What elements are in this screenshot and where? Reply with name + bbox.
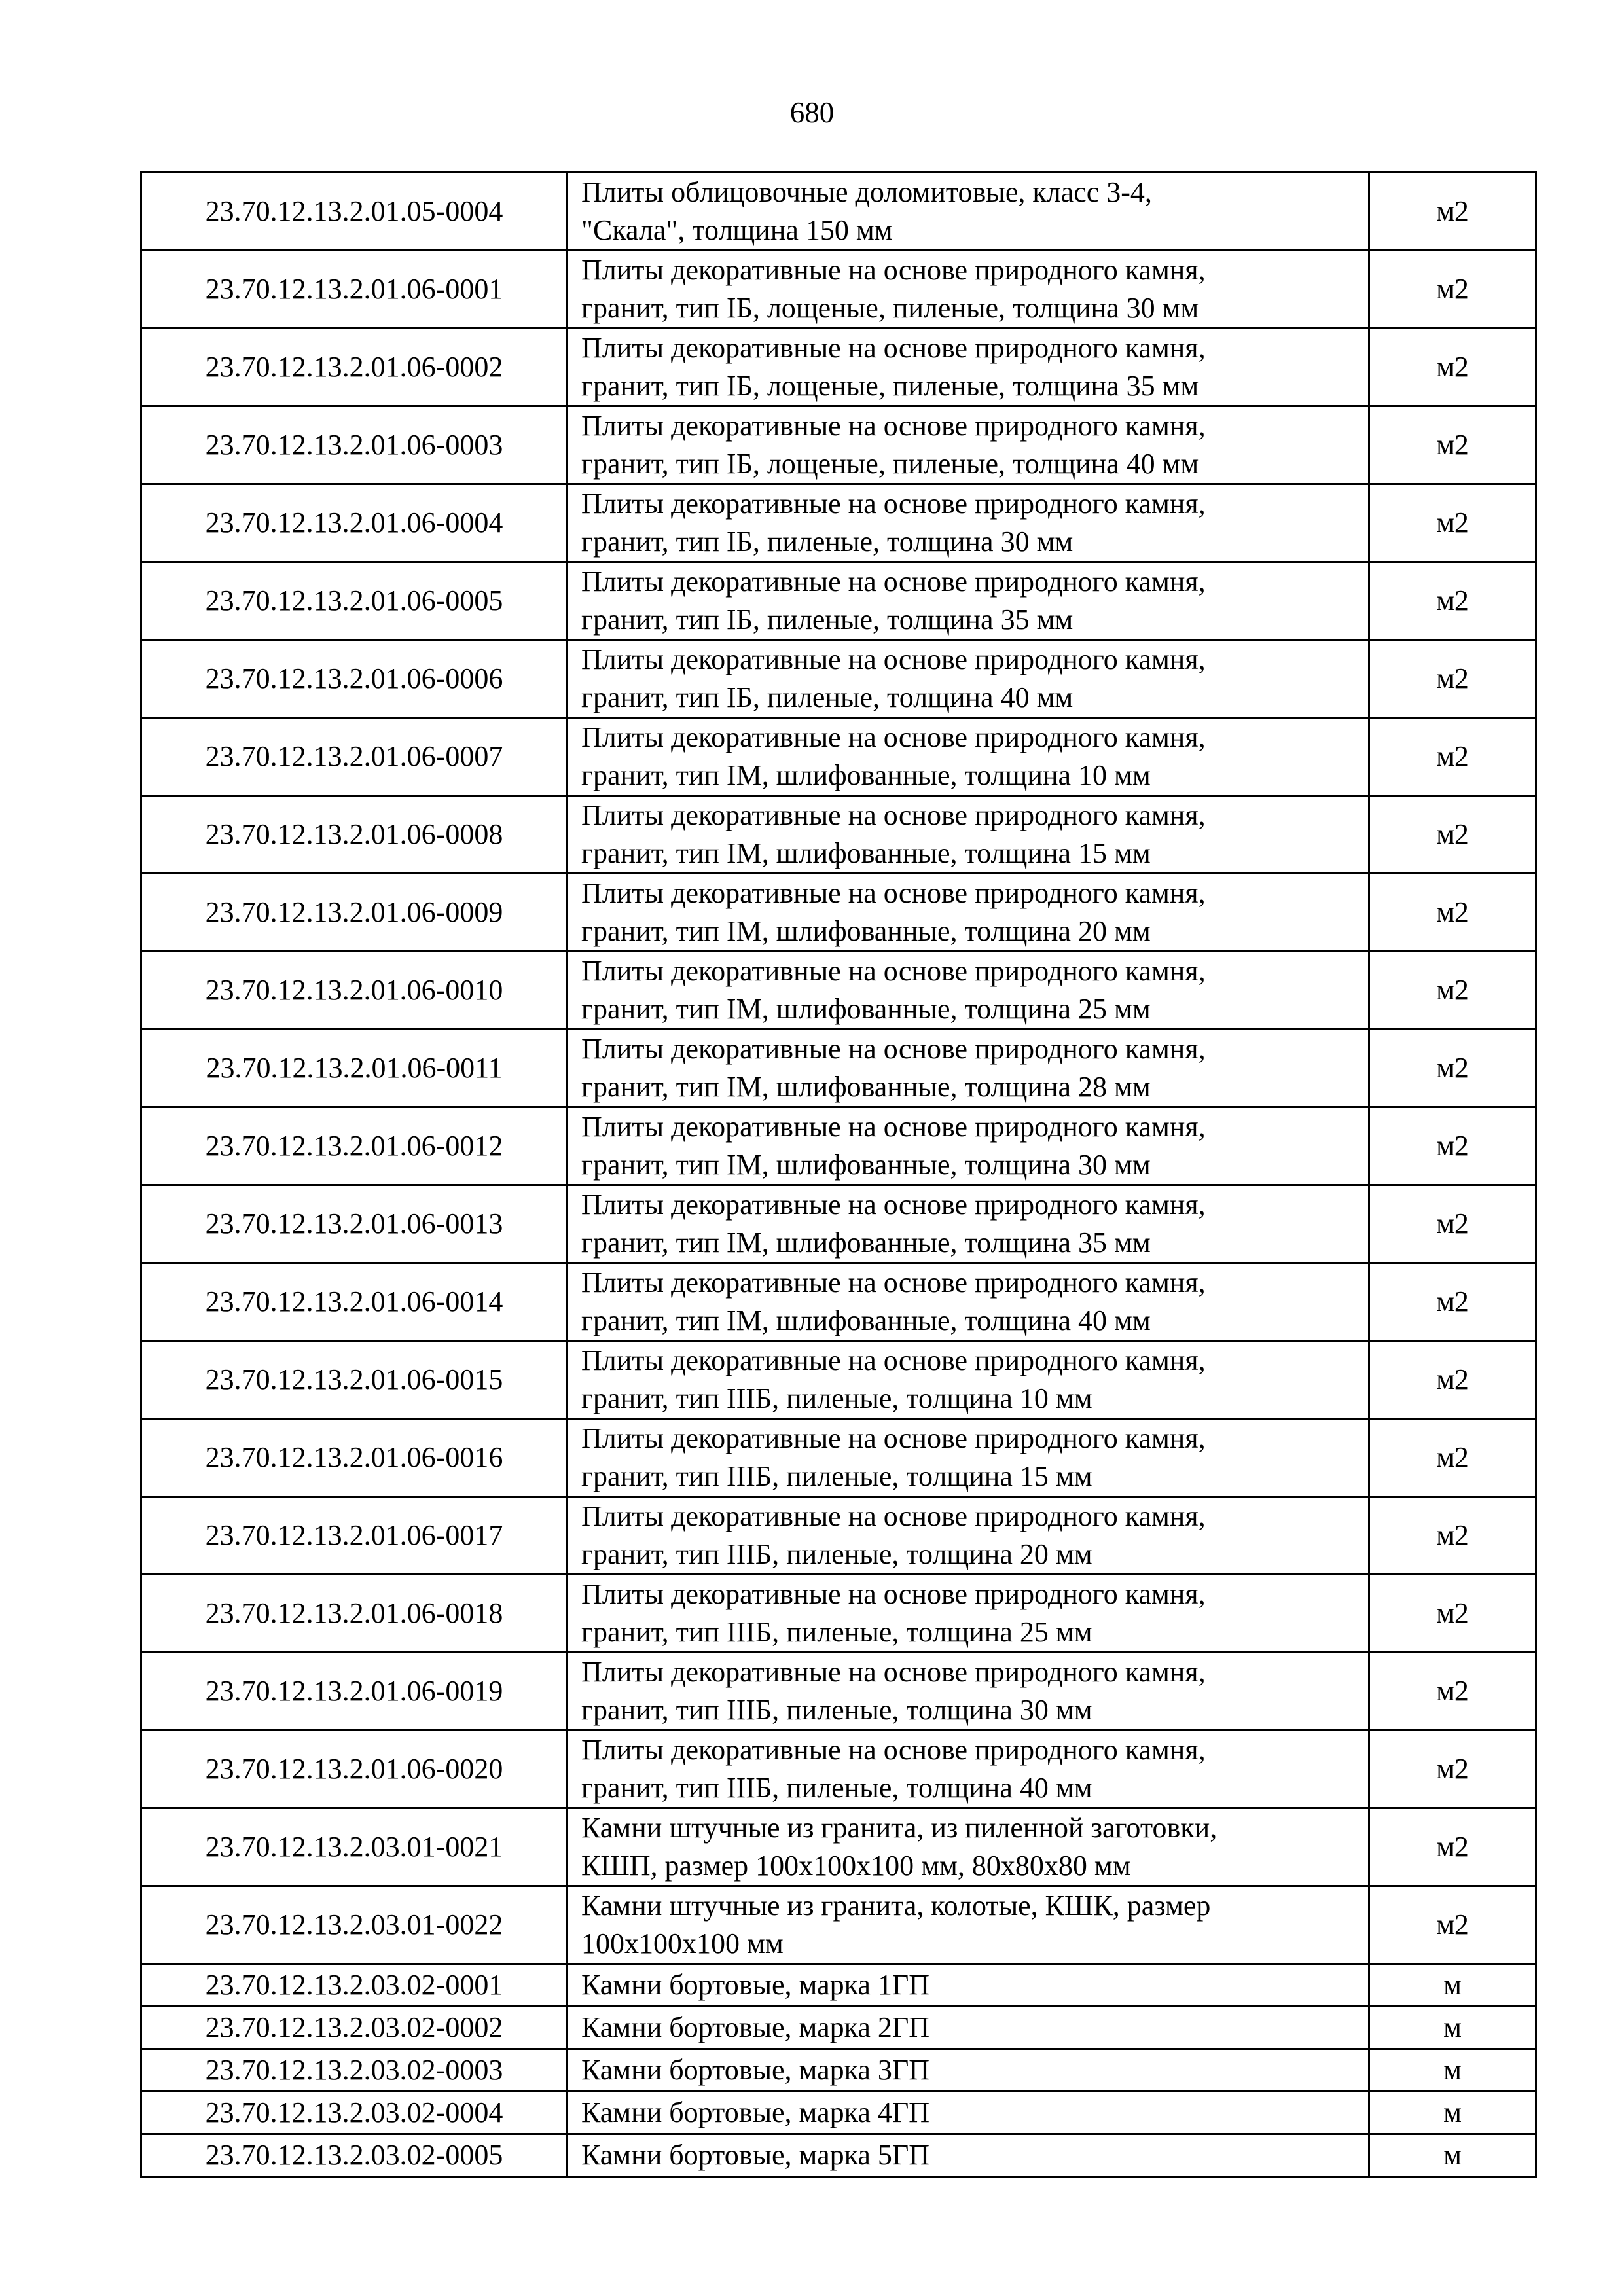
resource-name-line: гранит, тип IБ, лощеные, пиленые, толщина 40 мм [581, 448, 1199, 480]
resource-name-line: Плиты декоративные на основе природного камня, [581, 955, 1206, 987]
table-row [141, 484, 1536, 562]
resource-code-cell: 23.70.12.13.2.01.06-0012 [141, 1107, 568, 1185]
resource-name-cell [568, 640, 1369, 718]
table-row [141, 874, 1536, 952]
resource-code-cell: 23.70.12.13.2.01.06-0006 [141, 640, 568, 718]
resource-name-cell [568, 1653, 1369, 1731]
resource-name-line: гранит, тип IБ, пиленые, толщина 40 мм [581, 681, 1074, 713]
resource-name-line: гранит, тип IМ, шлифованные, толщина 40 мм [581, 1304, 1151, 1336]
unit-cell: м2 [1369, 562, 1536, 640]
resource-name-line: гранит, тип IМ, шлифованные, толщина 35 мм [581, 1227, 1151, 1259]
resource-name-cell [568, 1107, 1369, 1185]
resource-name-line: Плиты декоративные на основе природного камня, [581, 1500, 1206, 1532]
resource-code-cell: 23.70.12.13.2.01.06-0003 [141, 406, 568, 484]
resource-code-cell: 23.70.12.13.2.01.06-0002 [141, 329, 568, 406]
unit-cell: м2 [1369, 1263, 1536, 1341]
resource-name-line: Плиты декоративные на основе природного камня, [581, 1111, 1206, 1143]
unit-cell: м2 [1369, 874, 1536, 952]
table-row [141, 1808, 1536, 1886]
unit-cell: м2 [1369, 1341, 1536, 1419]
resource-name-cell [568, 1419, 1369, 1497]
resource-name-line: Плиты декоративные на основе природного камня, [581, 488, 1206, 520]
table-row [141, 1263, 1536, 1341]
resource-name-line: Плиты декоративные на основе природного камня, [581, 410, 1206, 442]
resource-name-line: гранит, тип IМ, шлифованные, толщина 30 мм [581, 1149, 1151, 1181]
table-row [141, 251, 1536, 329]
resource-name-line: Камни бортовые, марка 5ГП [581, 2139, 930, 2171]
resource-name-line: Камни бортовые, марка 2ГП [581, 2011, 930, 2043]
resource-code-cell: 23.70.12.13.2.03.02-0005 [141, 2134, 568, 2177]
resource-code-cell: 23.70.12.13.2.01.06-0020 [141, 1731, 568, 1808]
unit-cell: м [1369, 2007, 1536, 2049]
resource-name-line: гранит, тип IМ, шлифованные, толщина 25 мм [581, 993, 1151, 1025]
resource-code-cell: 23.70.12.13.2.01.05-0004 [141, 173, 568, 251]
resource-name-cell [568, 2134, 1369, 2177]
unit-cell: м [1369, 2134, 1536, 2177]
table-row [141, 406, 1536, 484]
table-row [141, 1030, 1536, 1107]
unit-cell: м2 [1369, 1886, 1536, 1964]
unit-cell: м2 [1369, 718, 1536, 796]
table-body [141, 173, 1536, 2177]
unit-cell: м2 [1369, 251, 1536, 329]
table-row [141, 1575, 1536, 1653]
resource-name-cell [568, 2092, 1369, 2134]
resource-table [140, 171, 1537, 2178]
resource-name-line: гранит, тип IМ, шлифованные, толщина 20 мм [581, 915, 1151, 947]
resource-name-line: гранит, тип IБ, лощеные, пиленые, толщина 35 мм [581, 370, 1199, 402]
resource-code-cell: 23.70.12.13.2.01.06-0013 [141, 1185, 568, 1263]
resource-name-cell [568, 251, 1369, 329]
table-row [141, 1497, 1536, 1575]
resource-code-cell: 23.70.12.13.2.03.02-0002 [141, 2007, 568, 2049]
resource-code-cell: 23.70.12.13.2.03.01-0022 [141, 1886, 568, 1964]
resource-name-line: "Скала", толщина 150 мм [581, 214, 893, 246]
table-row [141, 2092, 1536, 2134]
table-row [141, 1185, 1536, 1263]
resource-name-line: гранит, тип IIIБ, пиленые, толщина 10 мм [581, 1382, 1092, 1414]
unit-cell: м2 [1369, 796, 1536, 874]
resource-code-cell: 23.70.12.13.2.01.06-0009 [141, 874, 568, 952]
resource-name-line: Плиты декоративные на основе природного камня, [581, 1344, 1206, 1376]
resource-name-line: Камни штучные из гранита, колотые, КШК, размер [581, 1890, 1211, 1922]
resource-name-line: гранит, тип IIIБ, пиленые, толщина 25 мм [581, 1616, 1092, 1648]
resource-code-cell: 23.70.12.13.2.01.06-0016 [141, 1419, 568, 1497]
resource-name-line: гранит, тип IБ, пиленые, толщина 35 мм [581, 603, 1074, 636]
resource-name-line: Плиты декоративные на основе природного камня, [581, 1033, 1206, 1065]
unit-cell: м [1369, 1964, 1536, 2007]
resource-name-line: Плиты декоративные на основе природного камня, [581, 643, 1206, 675]
resource-name-line: Плиты декоративные на основе природного камня, [581, 1266, 1206, 1299]
table-row [141, 562, 1536, 640]
resource-name-cell [568, 1575, 1369, 1653]
resource-name-cell [568, 796, 1369, 874]
resource-name-cell [568, 406, 1369, 484]
table-row [141, 1653, 1536, 1731]
resource-code-cell: 23.70.12.13.2.03.02-0003 [141, 2049, 568, 2092]
resource-code-cell: 23.70.12.13.2.01.06-0004 [141, 484, 568, 562]
resource-name-cell [568, 952, 1369, 1030]
resource-name-cell [568, 1341, 1369, 1419]
table-row [141, 2007, 1536, 2049]
table-row [141, 2134, 1536, 2177]
table-row [141, 952, 1536, 1030]
resource-name-line: гранит, тип IМ, шлифованные, толщина 15 мм [581, 837, 1151, 869]
resource-name-cell [568, 1808, 1369, 1886]
page-number: 680 [789, 96, 835, 129]
resource-name-line: Камни штучные из гранита, из пиленной заготовки, [581, 1812, 1218, 1844]
unit-cell: м2 [1369, 1107, 1536, 1185]
resource-name-cell [568, 173, 1369, 251]
resource-name-line: гранит, тип IМ, шлифованные, толщина 28 мм [581, 1071, 1151, 1103]
resource-code-cell: 23.70.12.13.2.01.06-0005 [141, 562, 568, 640]
resource-name-line: гранит, тип IIIБ, пиленые, толщина 40 мм [581, 1772, 1092, 1804]
resource-name-cell [568, 329, 1369, 406]
resource-name-line: 100х100х100 мм [581, 1928, 784, 1960]
resource-name-cell [568, 718, 1369, 796]
resource-name-line: Плиты облицовочные доломитовые, класс 3-4, [581, 176, 1152, 208]
unit-cell: м2 [1369, 1030, 1536, 1107]
resource-name-cell [568, 1030, 1369, 1107]
unit-cell: м2 [1369, 1185, 1536, 1263]
resource-name-line: Плиты декоративные на основе природного камня, [581, 1189, 1206, 1221]
resource-name-line: Плиты декоративные на основе природного камня, [581, 1734, 1206, 1766]
resource-name-line: Камни бортовые, марка 4ГП [581, 2096, 930, 2128]
resource-name-line: Плиты декоративные на основе природного камня, [581, 1422, 1206, 1454]
resource-name-cell [568, 562, 1369, 640]
unit-cell: м2 [1369, 1419, 1536, 1497]
unit-cell: м2 [1369, 640, 1536, 718]
resource-name-cell [568, 1497, 1369, 1575]
table-row [141, 1964, 1536, 2007]
resource-name-line: гранит, тип IМ, шлифованные, толщина 10 мм [581, 759, 1151, 791]
unit-cell: м2 [1369, 1808, 1536, 1886]
resource-name-line: гранит, тип IIIБ, пиленые, толщина 30 мм [581, 1694, 1092, 1726]
resource-code-cell: 23.70.12.13.2.03.02-0001 [141, 1964, 568, 2007]
resource-name-line: Плиты декоративные на основе природного камня, [581, 565, 1206, 598]
resource-name-cell [568, 1964, 1369, 2007]
resource-code-cell: 23.70.12.13.2.03.01-0021 [141, 1808, 568, 1886]
resource-name-cell [568, 2049, 1369, 2092]
resource-name-cell [568, 2007, 1369, 2049]
unit-cell: м2 [1369, 1575, 1536, 1653]
resource-code-cell: 23.70.12.13.2.01.06-0011 [141, 1030, 568, 1107]
resource-code-cell: 23.70.12.13.2.01.06-0015 [141, 1341, 568, 1419]
table-row [141, 796, 1536, 874]
resource-name-line: Плиты декоративные на основе природного камня, [581, 1578, 1206, 1610]
table-row [141, 2049, 1536, 2092]
table-row [141, 1341, 1536, 1419]
resource-code-cell: 23.70.12.13.2.01.06-0018 [141, 1575, 568, 1653]
resource-name-cell [568, 1886, 1369, 1964]
unit-cell: м2 [1369, 484, 1536, 562]
unit-cell: м2 [1369, 1653, 1536, 1731]
resource-name-cell [568, 1185, 1369, 1263]
table-row [141, 1419, 1536, 1497]
unit-cell: м2 [1369, 1731, 1536, 1808]
resource-name-line: гранит, тип IIIБ, пиленые, толщина 15 мм [581, 1460, 1092, 1492]
table-row [141, 1886, 1536, 1964]
resource-name-cell [568, 1731, 1369, 1808]
resource-code-cell: 23.70.12.13.2.01.06-0010 [141, 952, 568, 1030]
resource-name-line: Плиты декоративные на основе природного камня, [581, 1656, 1206, 1688]
resource-name-line: Плиты декоративные на основе природного камня, [581, 332, 1206, 364]
resource-name-cell [568, 874, 1369, 952]
resource-code-cell: 23.70.12.13.2.01.06-0017 [141, 1497, 568, 1575]
resource-name-cell [568, 1263, 1369, 1341]
resource-name-line: КШП, размер 100х100х100 мм, 80х80х80 мм [581, 1850, 1131, 1882]
resource-code-cell: 23.70.12.13.2.01.06-0007 [141, 718, 568, 796]
unit-cell: м2 [1369, 173, 1536, 251]
resource-name-line: Плиты декоративные на основе природного камня, [581, 877, 1206, 909]
table-row [141, 329, 1536, 406]
unit-cell: м2 [1369, 406, 1536, 484]
table-row [141, 173, 1536, 251]
resource-name-line: Плиты декоративные на основе природного камня, [581, 799, 1206, 831]
resource-name-line: Камни бортовые, марка 3ГП [581, 2054, 930, 2086]
unit-cell: м2 [1369, 952, 1536, 1030]
table-row [141, 1107, 1536, 1185]
unit-cell: м2 [1369, 1497, 1536, 1575]
resource-code-cell: 23.70.12.13.2.01.06-0014 [141, 1263, 568, 1341]
resource-name-line: гранит, тип IБ, лощеные, пиленые, толщина 30 мм [581, 292, 1199, 324]
table-row [141, 718, 1536, 796]
resource-code-cell: 23.70.12.13.2.03.02-0004 [141, 2092, 568, 2134]
table-row [141, 640, 1536, 718]
resource-name-line: гранит, тип IБ, пиленые, толщина 30 мм [581, 526, 1074, 558]
unit-cell: м [1369, 2092, 1536, 2134]
resource-name-line: Плиты декоративные на основе природного камня, [581, 254, 1206, 286]
resource-name-cell [568, 484, 1369, 562]
table-row [141, 1731, 1536, 1808]
resource-name-line: Плиты декоративные на основе природного камня, [581, 721, 1206, 753]
resource-name-line: Камни бортовые, марка 1ГП [581, 1969, 930, 2001]
unit-cell: м2 [1369, 329, 1536, 406]
resource-name-line: гранит, тип IIIБ, пиленые, толщина 20 мм [581, 1538, 1092, 1570]
resource-code-cell: 23.70.12.13.2.01.06-0019 [141, 1653, 568, 1731]
resource-code-cell: 23.70.12.13.2.01.06-0008 [141, 796, 568, 874]
resource-code-cell: 23.70.12.13.2.01.06-0001 [141, 251, 568, 329]
unit-cell: м [1369, 2049, 1536, 2092]
